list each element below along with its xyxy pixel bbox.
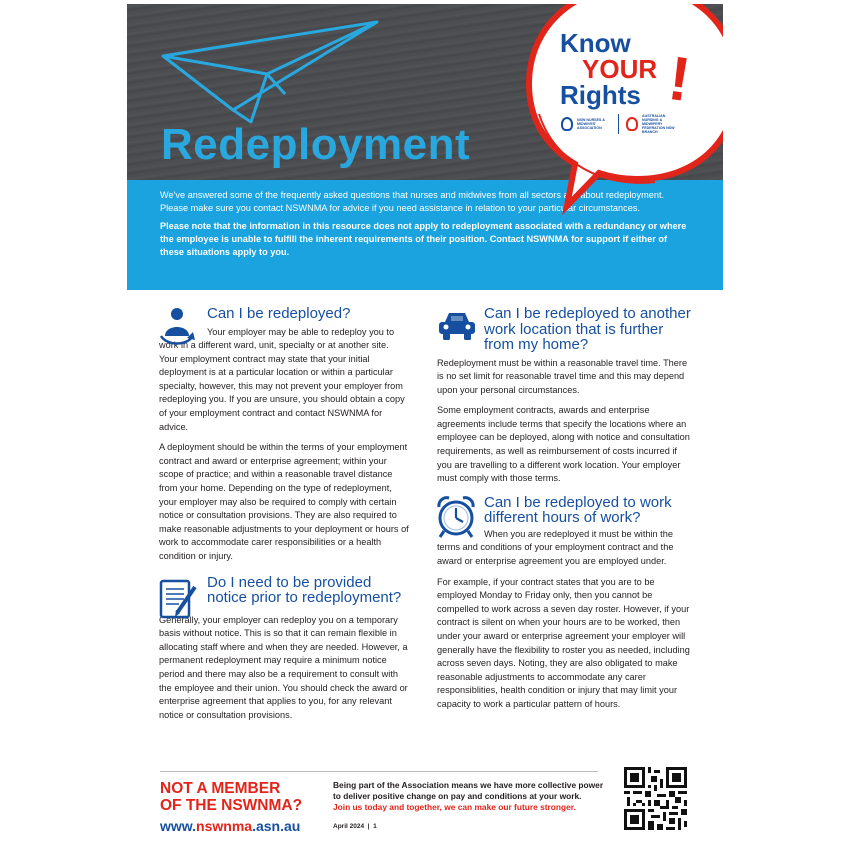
badge-your: YOUR xyxy=(582,54,658,84)
notepad-pencil-icon xyxy=(159,577,199,621)
website-link[interactable] xyxy=(160,818,300,834)
membership-line-1: NOT A MEMBER xyxy=(160,780,281,797)
intro-paragraph: We've answered some of the frequently asked questions that nurses and midwives from all sectors ask about redeployment. Please make sure you contact NSWNMA for advice if you need assistance in relation to your particular circumstances. xyxy=(160,190,665,214)
document-page xyxy=(127,4,723,844)
alarm-clock-icon xyxy=(433,493,479,539)
section-paragraph: When you are redeployed it must be within the terms and conditions of your employment contract and the award or enterprise agreement you are employed under. xyxy=(437,528,674,567)
person-arrow-icon xyxy=(159,306,195,346)
section-heading: Can I be redeployed to another work location that is further from my home? xyxy=(484,305,691,353)
badge-rights: Rights xyxy=(560,80,641,110)
url-part-1: www. xyxy=(160,818,197,834)
footer-copy-cta: Join us today and together, we can make our future stronger. xyxy=(333,802,576,813)
car-icon xyxy=(437,310,477,344)
intro-note: Please note that the information in this resource does not apply to redeployment associated with a redundancy or where the employee is unable to fulfill the inherent requirements of their position. Contact NSWNMA for support if either of these situations apply to you. xyxy=(160,220,687,258)
qr-code-icon[interactable] xyxy=(624,767,687,830)
section-heading: Do I need to be provided notice prior to redeployment? xyxy=(207,573,402,607)
page-title: Redeployment xyxy=(161,120,471,169)
badge-know: Know xyxy=(560,28,631,58)
section-paragraph: Generally, your employer can redeploy you on a temporary basis without notice. This is so that it can remain flexible in allocating staff where and when they are needed. However, a permanent redeployment may require a minimum notice period and there may also be a requirement to consult with the employee and their union. You should check the award or enterprise agreement that applies to you, for any relevant notice or consultation provisions. xyxy=(159,614,408,720)
know-your-rights-logo xyxy=(560,30,657,108)
section-heading: Can I be redeployed? xyxy=(207,305,351,322)
nswnma-logo-icon xyxy=(561,117,573,131)
url-part-2: nswnma xyxy=(196,818,253,834)
section-paragraph: Your employer may be able to redeploy you to work in a different ward, unit, specialty or at another site. Your employment contract may state that your initial deployment is at a particular location or within a particular specialty, however, this may not prevent your employer from redeploying you. If you are unsure, you should obtain a copy of your employment contract and contact NSWNMA for advice. xyxy=(159,326,405,432)
section-another-location xyxy=(437,306,692,486)
membership-callout xyxy=(160,780,302,814)
section-paragraph: A deployment should be within the terms of your employment contract and award or enterprise agreement; within your scope of practice; and within a reasonable travel distance from your home. Depending on the type of redeployment, your employer may also be required to comply with certain notice or consultation provisions. They are also required to make reasonable adjustments to your deployment or hours of work to accommodate carer responsibilities or a health condition or injury. xyxy=(159,442,409,561)
nswnma-logo-text: NSW NURSES & MIDWIVES' ASSOCIATION xyxy=(577,118,605,130)
anmf-logo-icon xyxy=(626,117,638,131)
footer-copy-main: Being part of the Association means we have more collective power to deliver positive change on pay and conditions at your work. xyxy=(333,780,604,802)
section-notice-prior xyxy=(159,575,409,723)
association-logos xyxy=(561,114,676,134)
footer-copy xyxy=(333,780,613,814)
section-paragraph: For example, if your contract states that you are to be employed Monday to Friday only, then you cannot be compelled to work across a seven day roster. However, if your contract is silent on when your hours are to be worked, then under your award or enterprise agreement your employer will generally have the flexibility to roster you as needed, including across seven days. Noting, they are also obligated to make reasonable adjustments to accommodate any carer responsiblities, health condition or injury that may limit your capacity to work a particular pattern of hours. xyxy=(437,576,690,709)
url-part-3: .asn.au xyxy=(252,818,301,834)
paper-plane-icon xyxy=(155,14,385,129)
section-can-i-be-redeployed xyxy=(159,306,409,564)
right-column xyxy=(437,306,692,712)
badge-exclamation: ! xyxy=(664,43,695,116)
logo-divider xyxy=(618,114,619,134)
anmf-logo-text: AUSTRALIAN NURSING & MIDWIFERY FEDERATION NSW BRANCH xyxy=(642,114,675,134)
section-paragraph: Redeployment must be within a reasonable travel time. There is no set limit for reasonable travel time and this may depend upon your personal circumstances. xyxy=(437,357,688,395)
section-paragraph: Some employment contracts, awards and enterprise agreements include terms that specify the locations where an employee can be deployed, along with notice and consultation requirements, as well as reimbursement of costs incurred if you are travelling to a different work location. Your employer must comply with those terms. xyxy=(437,405,690,484)
section-different-hours xyxy=(437,495,692,712)
membership-line-2: OF THE NSWNMA? xyxy=(160,797,303,814)
section-heading: Can I be redeployed to work different hours of work? xyxy=(484,493,672,527)
footer-divider xyxy=(160,771,598,772)
date-page-number: April 2024 | 1 xyxy=(333,823,377,830)
left-column xyxy=(159,306,409,722)
